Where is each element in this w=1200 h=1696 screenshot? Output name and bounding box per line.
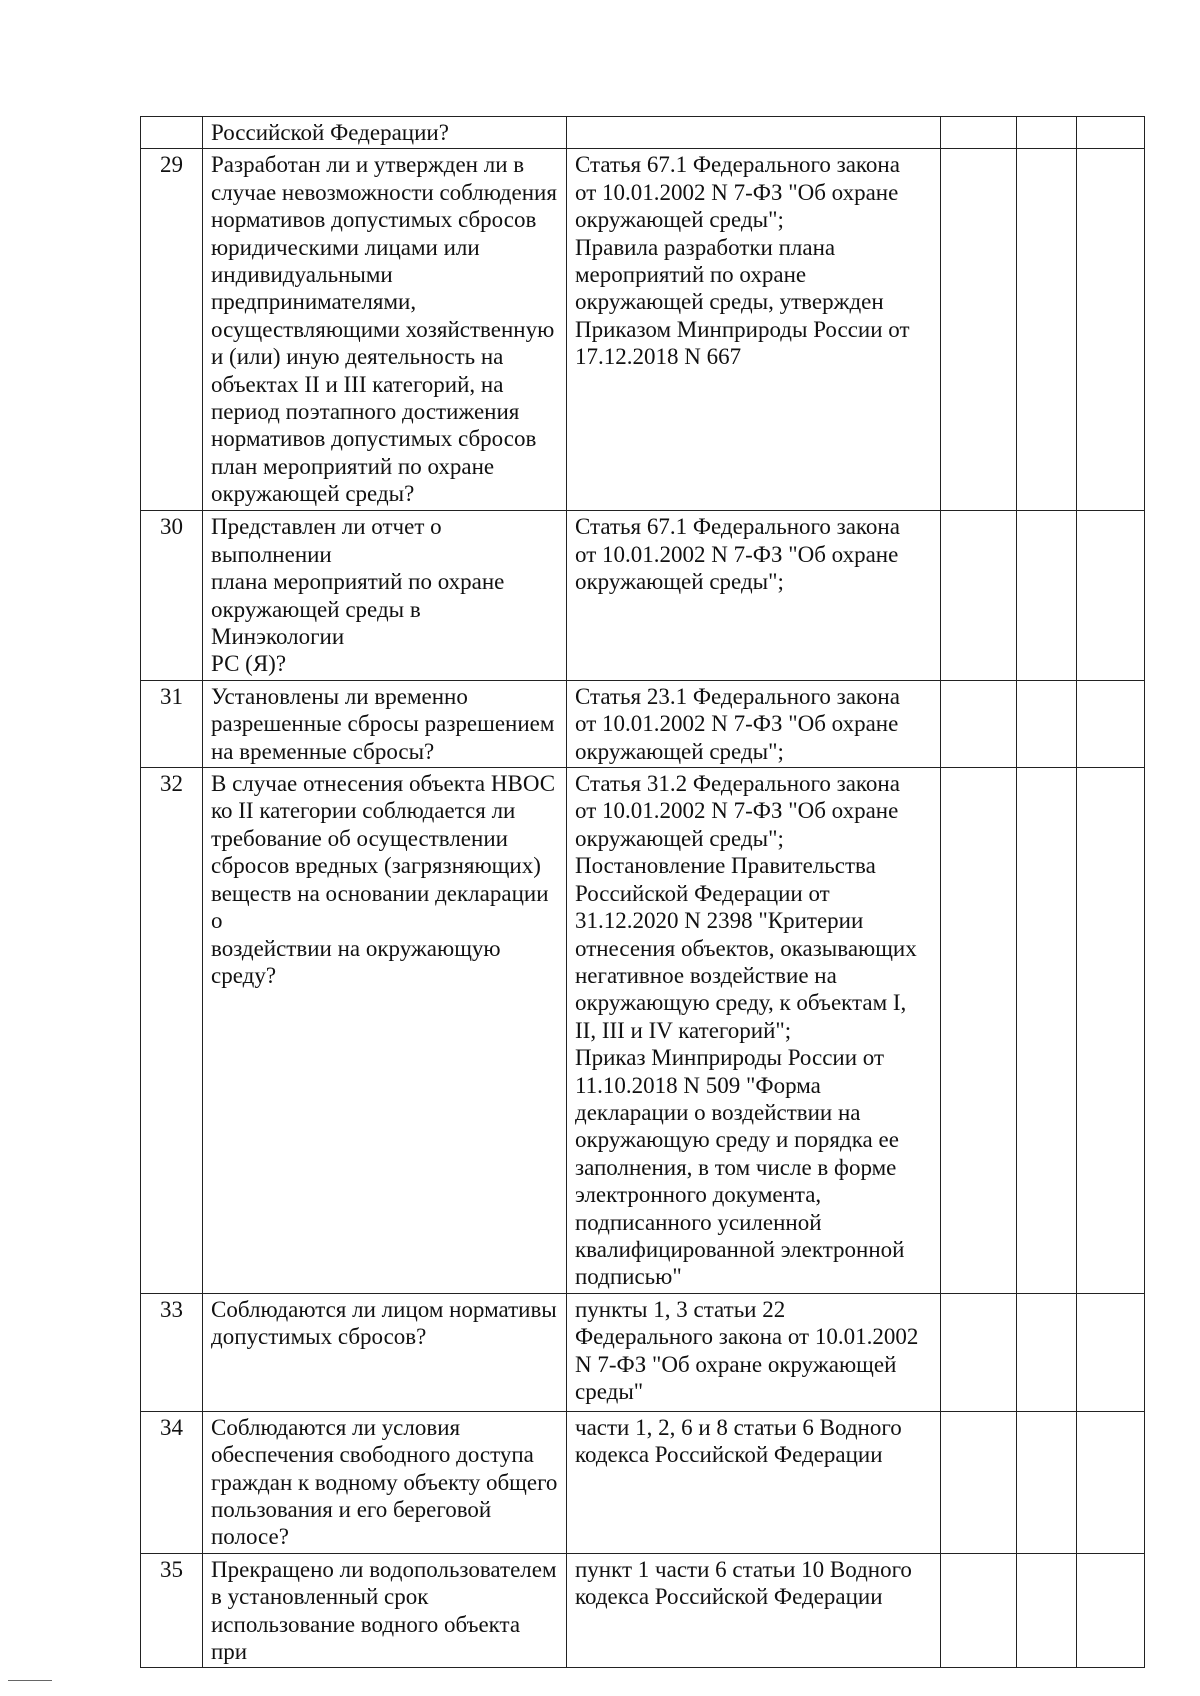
reference-cell <box>567 117 941 149</box>
reference-cell: Статья 67.1 Федерального закона от 10.01.2002 N 7-ФЗ "Об охране окружающей среды"; <box>567 511 941 680</box>
table-row <box>141 511 1145 680</box>
table-row <box>141 680 1145 767</box>
row-number: 33 <box>141 1293 203 1411</box>
answer-no-cell <box>1017 149 1077 511</box>
footer-rule <box>8 1680 52 1681</box>
question-cell: Соблюдаются ли условия обеспечения свободного доступа граждан к водному объекту общего пользования и его береговой полосе? <box>203 1411 567 1553</box>
row-number: 31 <box>141 680 203 767</box>
row-number <box>141 117 203 149</box>
table-row <box>141 149 1145 511</box>
answer-yes-cell <box>941 149 1017 511</box>
table-row <box>141 117 1145 149</box>
answer-na-cell <box>1077 680 1145 767</box>
question-cell: Российской Федерации? <box>203 117 567 149</box>
reference-cell: пункт 1 части 6 статьи 10 Водного кодекса Российской Федерации <box>567 1553 941 1668</box>
answer-no-cell <box>1017 1293 1077 1411</box>
row-number: 32 <box>141 768 203 1294</box>
answer-no-cell <box>1017 1411 1077 1553</box>
answer-yes-cell <box>941 1411 1017 1553</box>
reference-cell: Статья 23.1 Федерального закона от 10.01.2002 N 7-ФЗ "Об охране окружающей среды"; <box>567 680 941 767</box>
answer-no-cell <box>1017 768 1077 1294</box>
row-number: 34 <box>141 1411 203 1553</box>
question-cell: В случае отнесения объекта НВОС ко II категории соблюдается ли требование об осуществлении сбросов вредных (загрязняющих) веществ на основании декларации о воздействии на окружающую среду? <box>203 768 567 1294</box>
answer-na-cell <box>1077 1411 1145 1553</box>
table-row <box>141 1553 1145 1668</box>
answer-no-cell <box>1017 117 1077 149</box>
reference-cell: Статья 31.2 Федерального закона от 10.01.2002 N 7-ФЗ "Об охране окружающей среды"; Постановление Правительства Российской Федерации от 31.12.2020 N 2398 "Критерии отнесения объектов, оказывающих негативное воздействие на окружающую среду, к объектам I, II, III и IV категорий"; Приказ Минприроды России от 11.10.2018 N 509 "Форма декларации о воздействии на окружающую среду и порядка ее заполнения, в том числе в форме электронного документа, подписанного усиленной квалифицированной электронной подписью" <box>567 768 941 1294</box>
answer-na-cell <box>1077 149 1145 511</box>
answer-no-cell <box>1017 511 1077 680</box>
table-row <box>141 768 1145 1294</box>
row-number: 29 <box>141 149 203 511</box>
answer-na-cell <box>1077 1293 1145 1411</box>
checklist-table <box>140 116 1145 1668</box>
answer-no-cell <box>1017 680 1077 767</box>
reference-cell: Статья 67.1 Федерального закона от 10.01.2002 N 7-ФЗ "Об охране окружающей среды"; Правила разработки плана мероприятий по охране окружающей среды, утвержден Приказом Минприроды России от 17.12.2018 N 667 <box>567 149 941 511</box>
table-row <box>141 1411 1145 1553</box>
question-cell: Разработан ли и утвержден ли в случае невозможности соблюдения нормативов допустимых сбросов юридическими лицами или индивидуальными предпринимателями, осуществляющими хозяйственную и (или) иную деятельность на объектах II и III категорий, на период поэтапного достижения нормативов допустимых сбросов план мероприятий по охране окружающей среды? <box>203 149 567 511</box>
answer-na-cell <box>1077 768 1145 1294</box>
reference-cell: части 1, 2, 6 и 8 статьи 6 Водного кодекса Российской Федерации <box>567 1411 941 1553</box>
answer-yes-cell <box>941 511 1017 680</box>
question-cell: Прекращено ли водопользователем в установленный срок использование водного объекта при <box>203 1553 567 1668</box>
row-number: 35 <box>141 1553 203 1668</box>
answer-na-cell <box>1077 511 1145 680</box>
answer-yes-cell <box>941 1553 1017 1668</box>
reference-cell: пункты 1, 3 статьи 22 Федерального закона от 10.01.2002 N 7-ФЗ "Об охране окружающей среды" <box>567 1293 941 1411</box>
question-cell: Представлен ли отчет о выполнении плана мероприятий по охране окружающей среды в Минэкологии РС (Я)? <box>203 511 567 680</box>
answer-na-cell <box>1077 117 1145 149</box>
answer-yes-cell <box>941 680 1017 767</box>
answer-na-cell <box>1077 1553 1145 1668</box>
answer-yes-cell <box>941 117 1017 149</box>
answer-no-cell <box>1017 1553 1077 1668</box>
question-cell: Соблюдаются ли лицом нормативы допустимых сбросов? <box>203 1293 567 1411</box>
row-number: 30 <box>141 511 203 680</box>
question-cell: Установлены ли временно разрешенные сбросы разрешением на временные сбросы? <box>203 680 567 767</box>
answer-yes-cell <box>941 1293 1017 1411</box>
answer-yes-cell <box>941 768 1017 1294</box>
table-row <box>141 1293 1145 1411</box>
